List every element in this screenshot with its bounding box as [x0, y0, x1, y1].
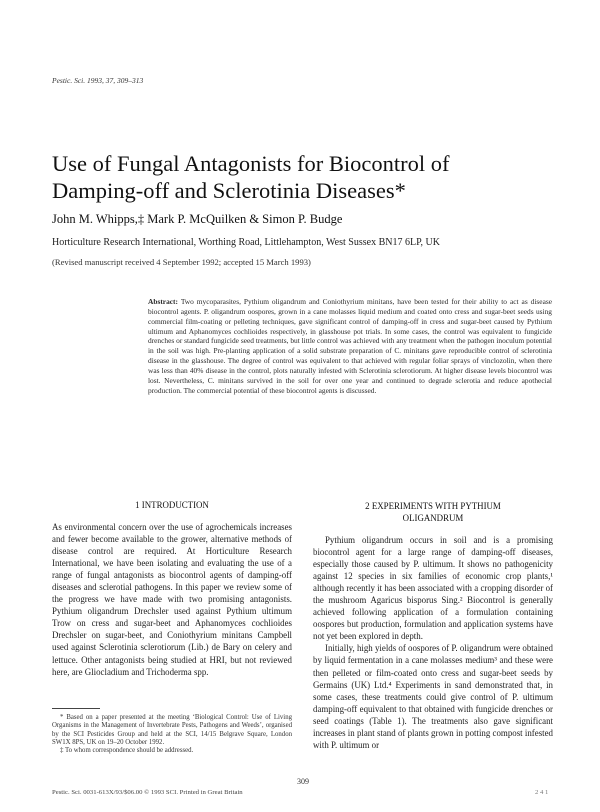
page-number: 309	[297, 777, 309, 786]
introduction-text: As environmental concern over the use of agrochemicals increases and fewer become available to the grower, alternative methods of disease control are required. At Horticulture Research International, we have been isolating and evaluating the use of a range of fungal antagonists as biocontrol agents of damping-off diseases and sclerotial pathogens. In this paper we review some of the progress we have made with two promising antagonists. Pythium oligandrum Drechsler used against Pythium ultimum Trow on cress and sugar-beet and Aphanomyces cochlioides Drechsler on sugar-beet, and Coniothyrium minitans Campbell used against Sclerotinia sclerotiorum (Lib.) de Bary on celery and lettuce. Other antagonists being studied at HRI, but not reviewed here, are Gliocladium and Trichoderma spp.	[52, 522, 292, 677]
paragraph: Initially, high yields of oospores of P. oligandrum were obtained by liquid fermentation in a cane molasses medium³ and these were then pelleted or film-coated onto cress and sugar-beet seeds by Germains (UK) Ltd.⁴ Experiments in sand demonstrated that, in some cases, these treatments could give control of P. ultimum damping-off equivalent to that obtained with fungicide drenches or seed coatings (Table 1). The treatments also gave significant increases in plant stand of plants grown in potting compost infested with P. ultimum or	[313, 643, 553, 750]
abstract-text: Two mycoparasites, Pythium oligandrum and Coniothyrium minitans, have been tested for their ability to act as disease biocontrol agents. P. oligandrum oospores, grown in a cane molasses liquid medium and coated onto cress and sugar-beet seeds using commercial film-coating or pelleting techniques, gave significant control of damping-off in cress and sugar-beet caused by Pythium ultimum and Aphanomyces cochlioides respectively, in glasshouse pot trials. In some cases, the control was equivalent to fungicide drenches or standard fungicide seed treatments, but little control was achieved with any treatment when the pathogen inoculum potential in the soil was high. Pre-planting application of a solid substrate preparation of C. minitans gave reproducible control of sclerotinia disease in the glasshouse. The degree of control was equivalent to that achieved with regular foliar sprays of vinclozolin, when there was less than 40% disease in the control, plots naturally infested with Sclerotinia sclerotiorum. At higher disease levels biocontrol was lost. Nevertheless, C. minitans survived in the soil for over one year and continued to degrade sclerotia and reduce apothecial production. The commercial potential of these biocontrol agents is discussed.	[148, 297, 553, 395]
publication-info: Pestic. Sci. 0031-613X/93/$06.00 © 1993 SCI. Printed in Great Britain	[52, 789, 243, 796]
paper-title	[52, 150, 552, 204]
running-head: Pestic. Sci. 1993, 37, 309–313	[52, 76, 144, 85]
section-heading-line: 2 EXPERIMENTS WITH PYTHIUM	[365, 501, 501, 511]
corner-mark: 2 4 1	[535, 789, 549, 796]
section-heading-experiments	[313, 500, 553, 524]
title-line: Use of Fungal Antagonists for Biocontrol of	[52, 151, 450, 176]
abstract-label: Abstract:	[148, 297, 178, 306]
section-heading-line: OLIGANDRUM	[402, 513, 464, 523]
paragraph: Pythium oligandrum occurs in soil and is a promising biocontrol agent for a large range of damping-off diseases, especially those caused by P. ultimum. It shows no pathogenicity against 12 species in six families of economic crop plants,¹ although recently it has been associated with a cropping disorder of the mushroom Agaricus bisporus Sing.² Biocontrol is generally achieved following application of a formulation containing oospores but production, formulation and application systems have not yet been explored in depth.	[313, 535, 553, 642]
revised-date: (Revised manuscript received 4 September 1992; accepted 15 March 1993)	[52, 257, 311, 267]
footnote: ‡ To whom correspondence should be addressed.	[60, 747, 194, 755]
footnote: * Based on a paper presented at the meeting ‘Biological Control: Use of Living Organisms in the Management of Invertebrate Pests, Pathogens and Weeds’, organised by the SCI Pesticides Group and held at the SCI, 14/15 Belgrave Square, London SW1X 8PS, UK on 19–20 October 1992.	[52, 714, 292, 746]
experiments-text	[313, 534, 553, 751]
title-line: Damping-off and Sclerotinia Diseases*	[52, 178, 406, 203]
footnotes	[52, 714, 292, 755]
section-heading-introduction: 1 INTRODUCTION	[135, 500, 209, 510]
abstract	[148, 297, 552, 395]
footnote-divider	[52, 708, 100, 709]
affiliation: Horticulture Research International, Worthing Road, Littlehampton, West Sussex BN17 6LP, UK	[52, 237, 440, 248]
authors: John M. Whipps,‡ Mark P. McQuilken & Simon P. Budge	[52, 212, 343, 226]
